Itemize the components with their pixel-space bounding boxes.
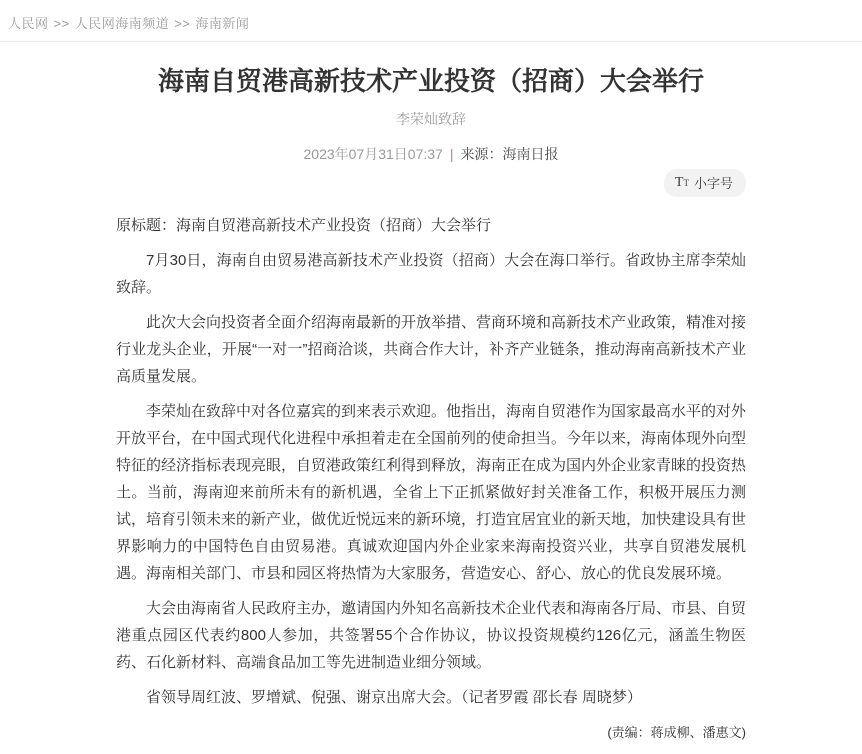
article-body xyxy=(116,212,746,754)
breadcrumb xyxy=(0,0,862,42)
font-size-label: 小字号 xyxy=(693,176,733,191)
original-title-line: 原标题：海南自贸港高新技术产业投资（招商）大会举行 xyxy=(116,217,492,234)
meta-separator: | xyxy=(449,146,454,162)
article-container xyxy=(116,64,746,754)
article-paragraph: 李荣灿在致辞中对各位嘉宾的到来表示欢迎。他指出，海南自贸港作为国家最高水平的对外开放平台，在中国式现代化进程中承担着走在全国前列的使命担当。今年以来，海南体现外向型特征的经济指标表现亮眼，自贸港政策红利得到释放，海南正在成为国内外企业家青睐的投资热土。当前，海南迎来前所未有的新机遇，全省上下正抓紧做好封关准备工作，积极开展压力测试，培育引领未来的新产业，做优近悦远来的新环境，打造宜居宜业的新天地，加快建设具有世界影响力的中国特色自由贸易港。真诚欢迎国内外企业家来海南投资兴业，共享自贸港发展机遇。海南相关部门、市县和园区将热情为大家服务，营造安心、舒心、放心的优良发展环境。 xyxy=(116,403,747,582)
page-title: 海南自贸港高新技术产业投资（招商）大会举行 xyxy=(157,66,704,96)
breadcrumb-link-hainan-news[interactable]: 海南新闻 xyxy=(195,16,250,31)
source-label: 来源： xyxy=(460,146,503,162)
publish-date: 2023年07月31日07:37 xyxy=(303,146,443,162)
font-size-button[interactable] xyxy=(664,169,746,197)
article-paragraphs xyxy=(116,247,746,711)
breadcrumb-link-hainan-channel[interactable]: 人民网海南频道 xyxy=(74,16,170,31)
article-paragraph: 此次大会向投资者全面介绍海南最新的开放举措、营商环境和高新技术产业政策，精准对接行业龙头企业，开展“一对一”招商洽谈，共商合作大计，补齐产业链条，推动海南高新技术产业高质量发展。 xyxy=(116,314,747,385)
article-paragraph: 7月30日，海南自由贸易港高新技术产业投资（招商）大会在海口举行。省政协主席李荣灿致辞。 xyxy=(116,252,746,296)
font-size-icon: TT xyxy=(674,175,689,190)
breadcrumb-separator: >> xyxy=(174,16,191,31)
source-link[interactable]: 海南日报 xyxy=(502,146,559,162)
article-paragraph: 大会由海南省人民政府主办，邀请国内外知名高新技术企业代表和海南各厅局、市县、自贸港重点园区代表约800人参加，共签署55个合作协议，协议投资规模约126亿元，涵盖生物医药、石化新材料、高端食品加工等先进制造业细分领域。 xyxy=(116,600,747,671)
breadcrumb-separator: >> xyxy=(53,16,70,31)
article-paragraph: 省领导周红波、罗增斌、倪强、谢京出席大会。（记者罗霞 邵长春 周晓梦） xyxy=(146,689,642,706)
article-toolbar xyxy=(116,169,746,195)
article-subtitle: 李荣灿致辞 xyxy=(396,111,466,127)
article-meta xyxy=(116,144,746,164)
breadcrumb-link-peoples-net[interactable]: 人民网 xyxy=(8,16,49,31)
editor-credit: (责编：蒋成柳、潘惠文) xyxy=(607,725,746,740)
